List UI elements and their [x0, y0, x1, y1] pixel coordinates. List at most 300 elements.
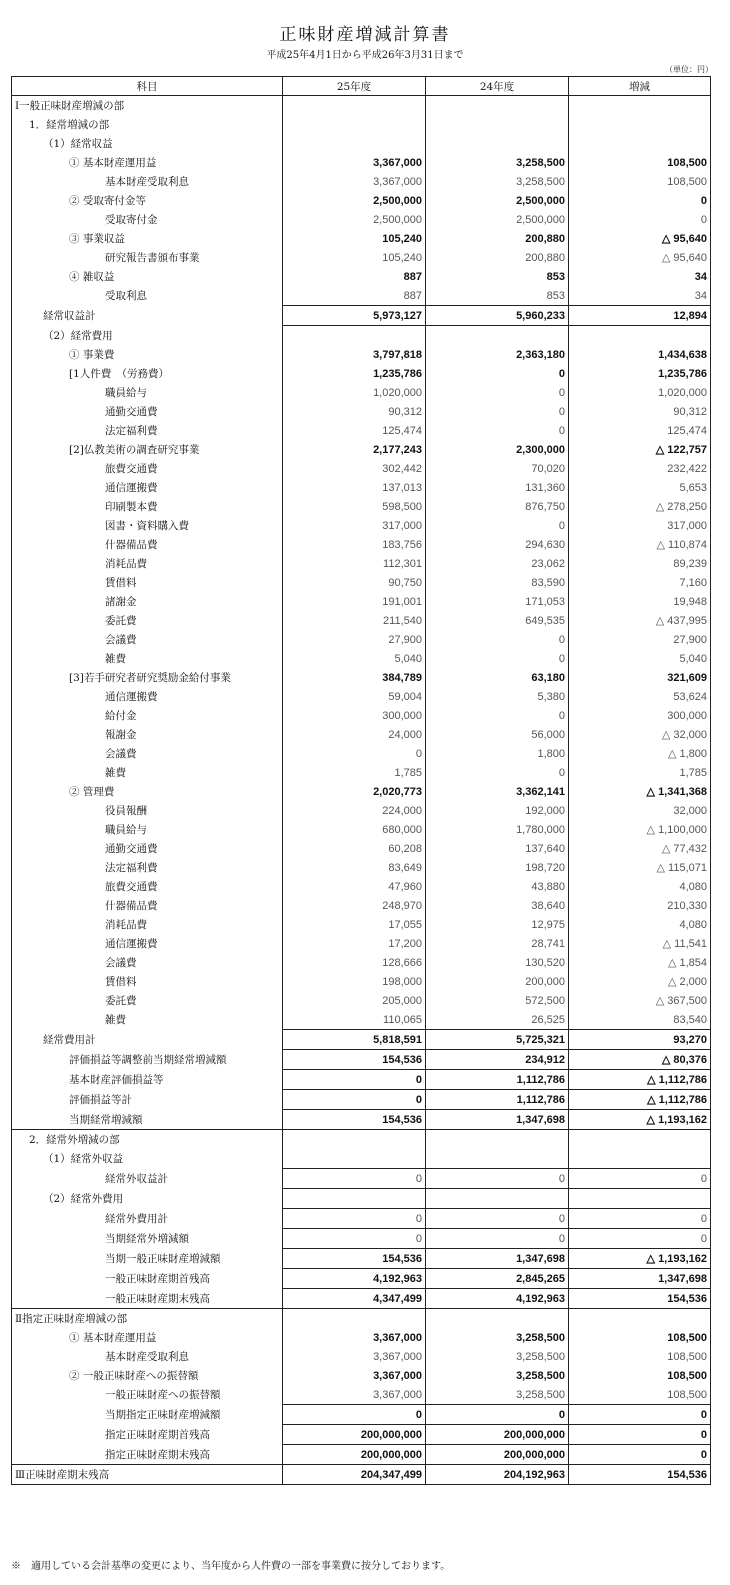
value-current-year: 198,000 — [283, 972, 426, 991]
value-current-year: 1,235,786 — [283, 364, 426, 383]
table-row — [12, 858, 711, 877]
row-label: 職員給与 — [12, 383, 283, 402]
value-current-year: 680,000 — [283, 820, 426, 839]
value-current-year: 300,000 — [283, 706, 426, 725]
row-label: ③ 事業収益 — [12, 229, 283, 248]
table-row — [12, 478, 711, 497]
value-current-year: 3,367,000 — [283, 153, 426, 172]
row-label: 図書・資料購入費 — [12, 516, 283, 535]
value-change: 90,312 — [569, 402, 711, 421]
value-previous-year: 0 — [426, 706, 569, 725]
value-current-year: 191,001 — [283, 592, 426, 611]
table-row — [12, 1366, 711, 1385]
value-change: △ 115,071 — [569, 858, 711, 877]
table-row — [12, 763, 711, 782]
row-label: 報謝金 — [12, 725, 283, 744]
value-current-year: 154,536 — [283, 1249, 426, 1269]
table-row — [12, 820, 711, 839]
row-label: 経常外費用計 — [12, 1209, 283, 1229]
table-row — [12, 801, 711, 820]
value-change — [569, 326, 711, 346]
value-current-year: 17,055 — [283, 915, 426, 934]
value-current-year: 112,301 — [283, 554, 426, 573]
value-previous-year: 0 — [426, 1229, 569, 1249]
value-current-year — [283, 115, 426, 134]
value-change: 232,422 — [569, 459, 711, 478]
table-row — [12, 497, 711, 516]
value-current-year: 3,367,000 — [283, 172, 426, 191]
row-label: 法定福利費 — [12, 858, 283, 877]
value-change: △ 1,112,786 — [569, 1070, 711, 1090]
table-row — [12, 1385, 711, 1405]
row-label: 委託費 — [12, 611, 283, 630]
row-label: 研究報告書頒布事業 — [12, 248, 283, 267]
value-previous-year: 0 — [426, 649, 569, 668]
row-label: ④ 雑収益 — [12, 267, 283, 286]
value-change: 5,653 — [569, 478, 711, 497]
value-change: 7,160 — [569, 573, 711, 592]
row-label: 会議費 — [12, 744, 283, 763]
row-label: 会議費 — [12, 630, 283, 649]
value-previous-year — [426, 1189, 569, 1209]
value-change: △ 1,112,786 — [569, 1090, 711, 1110]
value-previous-year: 1,347,698 — [426, 1110, 569, 1130]
value-previous-year: 3,258,500 — [426, 153, 569, 172]
value-current-year: 0 — [283, 1070, 426, 1090]
value-previous-year: 649,535 — [426, 611, 569, 630]
value-previous-year: 200,000,000 — [426, 1425, 569, 1445]
value-change: △ 2,000 — [569, 972, 711, 991]
table-row — [12, 896, 711, 915]
value-change: 1,235,786 — [569, 364, 711, 383]
row-label: 基本財産受取利息 — [12, 172, 283, 191]
statement-title: 正味財産増減計算書 — [279, 25, 451, 45]
row-label: 一般正味財産への振替額 — [12, 1385, 283, 1405]
value-previous-year: 83,590 — [426, 573, 569, 592]
value-change — [569, 1189, 711, 1209]
row-label: 基本財産評価損益等 — [12, 1070, 283, 1090]
value-change: 108,500 — [569, 153, 711, 172]
value-current-year: 3,367,000 — [283, 1366, 426, 1385]
row-label: [2]仏教美術の調査研究事業 — [12, 440, 283, 459]
value-current-year: 1,785 — [283, 763, 426, 782]
value-current-year: 154,536 — [283, 1050, 426, 1070]
row-label: 2．経常外増減の部 — [12, 1130, 283, 1150]
value-change: 0 — [569, 1425, 711, 1445]
value-change: 0 — [569, 1209, 711, 1229]
row-label: 会議費 — [12, 953, 283, 972]
value-previous-year: 38,640 — [426, 896, 569, 915]
header-account: 科目 — [12, 77, 283, 96]
value-change: △ 32,000 — [569, 725, 711, 744]
value-current-year: 83,649 — [283, 858, 426, 877]
table-row — [12, 1289, 711, 1309]
value-change — [569, 134, 711, 153]
value-previous-year: 0 — [426, 630, 569, 649]
value-current-year: 90,312 — [283, 402, 426, 421]
value-current-year: 317,000 — [283, 516, 426, 535]
value-previous-year: 0 — [426, 1209, 569, 1229]
value-change: △ 110,874 — [569, 535, 711, 554]
value-previous-year: 26,525 — [426, 1010, 569, 1030]
value-previous-year: 2,363,180 — [426, 345, 569, 364]
row-label: 雑費 — [12, 649, 283, 668]
value-change: 4,080 — [569, 877, 711, 896]
value-current-year: 248,970 — [283, 896, 426, 915]
value-current-year: 4,347,499 — [283, 1289, 426, 1309]
value-previous-year: 853 — [426, 267, 569, 286]
value-previous-year — [426, 1149, 569, 1169]
value-change: 1,434,638 — [569, 345, 711, 364]
value-previous-year: 200,880 — [426, 248, 569, 267]
value-current-year — [283, 326, 426, 346]
value-change: 1,347,698 — [569, 1269, 711, 1289]
row-label: 評価損益等計 — [12, 1090, 283, 1110]
value-previous-year: 1,112,786 — [426, 1070, 569, 1090]
value-change: 210,330 — [569, 896, 711, 915]
row-label: 諸謝金 — [12, 592, 283, 611]
row-label: 通勤交通費 — [12, 402, 283, 421]
value-previous-year — [426, 96, 569, 116]
value-change: 5,040 — [569, 649, 711, 668]
table-row — [12, 1209, 711, 1229]
table-row — [12, 96, 711, 116]
value-previous-year: 1,800 — [426, 744, 569, 763]
value-previous-year: 200,000 — [426, 972, 569, 991]
table-row — [12, 364, 711, 383]
table-row — [12, 1050, 711, 1070]
value-current-year: 204,347,499 — [283, 1465, 426, 1485]
value-current-year: 5,040 — [283, 649, 426, 668]
table-row — [12, 1269, 711, 1289]
row-label: 経常外収益計 — [12, 1169, 283, 1189]
value-change: △ 278,250 — [569, 497, 711, 516]
row-label: 受取寄付金 — [12, 210, 283, 229]
value-previous-year: 131,360 — [426, 478, 569, 497]
value-current-year: 211,540 — [283, 611, 426, 630]
value-previous-year: 572,500 — [426, 991, 569, 1010]
value-change: 0 — [569, 1445, 711, 1465]
value-change: 154,536 — [569, 1289, 711, 1309]
value-previous-year: 137,640 — [426, 839, 569, 858]
table-row — [12, 172, 711, 191]
value-change: △ 80,376 — [569, 1050, 711, 1070]
row-label: 什器備品費 — [12, 535, 283, 554]
value-change: 93,270 — [569, 1030, 711, 1050]
value-current-year: 0 — [283, 1169, 426, 1189]
row-label: 消耗品費 — [12, 915, 283, 934]
value-previous-year: 43,880 — [426, 877, 569, 896]
statement-period: 平成25年4月1日から平成26年3月31日まで — [266, 50, 464, 61]
table-row — [12, 991, 711, 1010]
table-row — [12, 402, 711, 421]
value-change: △ 1,193,162 — [569, 1110, 711, 1130]
value-current-year: 1,020,000 — [283, 383, 426, 402]
value-previous-year — [426, 1309, 569, 1329]
row-label: 当期一般正味財産増減額 — [12, 1249, 283, 1269]
value-current-year: 3,367,000 — [283, 1385, 426, 1405]
table-row — [12, 210, 711, 229]
value-previous-year: 853 — [426, 286, 569, 306]
table-row — [12, 1445, 711, 1465]
unit-label: （単位：円） — [665, 65, 713, 74]
value-previous-year: 1,347,698 — [426, 1249, 569, 1269]
value-current-year: 3,797,818 — [283, 345, 426, 364]
value-change: 108,500 — [569, 1385, 711, 1405]
table-row — [12, 934, 711, 953]
value-change: 12,894 — [569, 306, 711, 326]
value-current-year: 887 — [283, 286, 426, 306]
value-change: △ 1,800 — [569, 744, 711, 763]
value-previous-year: 0 — [426, 1405, 569, 1425]
value-previous-year — [426, 115, 569, 134]
row-label: ① 事業費 — [12, 345, 283, 364]
value-current-year: 24,000 — [283, 725, 426, 744]
value-previous-year: 0 — [426, 383, 569, 402]
table-row — [12, 191, 711, 210]
value-current-year — [283, 96, 426, 116]
value-change — [569, 115, 711, 134]
value-previous-year: 70,020 — [426, 459, 569, 478]
row-label: 指定正味財産期末残高 — [12, 1445, 283, 1465]
table-row — [12, 915, 711, 934]
value-change: 108,500 — [569, 1328, 711, 1347]
value-previous-year: 3,258,500 — [426, 1385, 569, 1405]
value-current-year: 47,960 — [283, 877, 426, 896]
value-previous-year: 23,062 — [426, 554, 569, 573]
row-label: 法定福利費 — [12, 421, 283, 440]
value-previous-year: 5,380 — [426, 687, 569, 706]
value-current-year — [283, 1309, 426, 1329]
value-previous-year — [426, 1130, 569, 1150]
value-previous-year: 204,192,963 — [426, 1465, 569, 1485]
row-label: 通勤交通費 — [12, 839, 283, 858]
value-current-year: 110,065 — [283, 1010, 426, 1030]
table-row — [12, 1189, 711, 1209]
table-row — [12, 267, 711, 286]
row-label: （1）経常収益 — [12, 134, 283, 153]
row-label: ② 管理費 — [12, 782, 283, 801]
row-label: 賃借料 — [12, 972, 283, 991]
table-row — [12, 630, 711, 649]
value-change: 32,000 — [569, 801, 711, 820]
value-change: 317,000 — [569, 516, 711, 535]
value-previous-year: 3,258,500 — [426, 1366, 569, 1385]
row-label: 雑費 — [12, 1010, 283, 1030]
row-label: ② 一般正味財産への振替額 — [12, 1366, 283, 1385]
value-change: △ 122,757 — [569, 440, 711, 459]
value-change: 300,000 — [569, 706, 711, 725]
row-label: 評価損益等調整前当期経常増減額 — [12, 1050, 283, 1070]
row-label: 当期指定正味財産増減額 — [12, 1405, 283, 1425]
row-label: （2）経常費用 — [12, 326, 283, 346]
row-label: 一般正味財産期末残高 — [12, 1289, 283, 1309]
value-current-year: 4,192,963 — [283, 1269, 426, 1289]
header-row — [12, 77, 711, 96]
value-current-year: 90,750 — [283, 573, 426, 592]
row-label: Ⅲ正味財産期末残高 — [12, 1465, 283, 1485]
value-change: 0 — [569, 1169, 711, 1189]
value-change: 125,474 — [569, 421, 711, 440]
value-previous-year: 2,500,000 — [426, 210, 569, 229]
value-previous-year: 234,912 — [426, 1050, 569, 1070]
value-previous-year: 2,845,265 — [426, 1269, 569, 1289]
value-change: 154,536 — [569, 1465, 711, 1485]
table-row — [12, 1405, 711, 1425]
value-current-year: 137,013 — [283, 478, 426, 497]
value-previous-year: 28,741 — [426, 934, 569, 953]
value-previous-year: 200,000,000 — [426, 1445, 569, 1465]
value-previous-year: 198,720 — [426, 858, 569, 877]
value-current-year: 27,900 — [283, 630, 426, 649]
header-current-year: 25年度 — [283, 77, 426, 96]
table-row — [12, 1465, 711, 1485]
row-label: 経常費用計 — [12, 1030, 283, 1050]
value-current-year: 183,756 — [283, 535, 426, 554]
value-current-year: 302,442 — [283, 459, 426, 478]
value-current-year: 205,000 — [283, 991, 426, 1010]
footnote: ※ 適用している会計基準の変更により、当年度から人件費の一部を事業費に按分しております。 — [11, 1561, 451, 1572]
statement-table — [11, 76, 711, 1485]
value-current-year — [283, 1130, 426, 1150]
value-change: 0 — [569, 210, 711, 229]
table-row — [12, 573, 711, 592]
value-change: △ 1,341,368 — [569, 782, 711, 801]
value-current-year: 0 — [283, 744, 426, 763]
table-row — [12, 1010, 711, 1030]
table-row — [12, 554, 711, 573]
value-current-year: 384,789 — [283, 668, 426, 687]
value-previous-year: 3,258,500 — [426, 1347, 569, 1366]
value-previous-year: 0 — [426, 364, 569, 383]
value-current-year — [283, 134, 426, 153]
value-change: 34 — [569, 267, 711, 286]
value-current-year: 887 — [283, 267, 426, 286]
row-label: 什器備品費 — [12, 896, 283, 915]
row-label: 賃借料 — [12, 573, 283, 592]
table-row — [12, 516, 711, 535]
row-label: 一般正味財産期首残高 — [12, 1269, 283, 1289]
value-change: △ 1,854 — [569, 953, 711, 972]
table-row — [12, 229, 711, 248]
value-current-year: 5,973,127 — [283, 306, 426, 326]
value-change — [569, 1130, 711, 1150]
row-label: ② 受取寄付金等 — [12, 191, 283, 210]
value-change: 0 — [569, 1229, 711, 1249]
value-previous-year: 0 — [426, 421, 569, 440]
table-row — [12, 1309, 711, 1329]
value-change: △ 95,640 — [569, 248, 711, 267]
row-label: Ⅱ指定正味財産増減の部 — [12, 1309, 283, 1329]
value-previous-year: 56,000 — [426, 725, 569, 744]
value-change: 4,080 — [569, 915, 711, 934]
value-change: 108,500 — [569, 172, 711, 191]
row-label: 指定正味財産期首残高 — [12, 1425, 283, 1445]
table-row — [12, 1169, 711, 1189]
value-change: 19,948 — [569, 592, 711, 611]
value-change: △ 11,541 — [569, 934, 711, 953]
table-row — [12, 1149, 711, 1169]
row-label: 旅費交通費 — [12, 459, 283, 478]
row-label: 役員報酬 — [12, 801, 283, 820]
value-previous-year: 63,180 — [426, 668, 569, 687]
value-change: 321,609 — [569, 668, 711, 687]
table-row — [12, 725, 711, 744]
table-row — [12, 1130, 711, 1150]
value-previous-year — [426, 134, 569, 153]
table-row — [12, 248, 711, 267]
statement-body — [12, 96, 711, 1485]
row-label: [3]若手研究者研究奨励金給付事業 — [12, 668, 283, 687]
table-row — [12, 1328, 711, 1347]
table-row — [12, 687, 711, 706]
value-current-year: 5,818,591 — [283, 1030, 426, 1050]
table-row — [12, 134, 711, 153]
value-current-year: 3,367,000 — [283, 1347, 426, 1366]
value-previous-year: 12,975 — [426, 915, 569, 934]
row-label: Ⅰ一般正味財産増減の部 — [12, 96, 283, 116]
value-previous-year: 0 — [426, 402, 569, 421]
table-row — [12, 286, 711, 306]
value-previous-year — [426, 326, 569, 346]
value-change: △ 437,995 — [569, 611, 711, 630]
value-current-year: 0 — [283, 1090, 426, 1110]
table-row — [12, 345, 711, 364]
value-previous-year: 0 — [426, 763, 569, 782]
value-change: 1,785 — [569, 763, 711, 782]
table-row — [12, 383, 711, 402]
header-change: 増減 — [569, 77, 711, 96]
value-current-year: 2,500,000 — [283, 191, 426, 210]
value-change: 53,624 — [569, 687, 711, 706]
table-row — [12, 1110, 711, 1130]
row-label: 給付金 — [12, 706, 283, 725]
value-previous-year: 0 — [426, 1169, 569, 1189]
value-current-year: 200,000,000 — [283, 1425, 426, 1445]
value-previous-year: 5,725,321 — [426, 1030, 569, 1050]
value-previous-year: 2,300,000 — [426, 440, 569, 459]
table-row — [12, 459, 711, 478]
value-previous-year: 2,500,000 — [426, 191, 569, 210]
value-change: 27,900 — [569, 630, 711, 649]
value-current-year: 105,240 — [283, 229, 426, 248]
row-label: 消耗品費 — [12, 554, 283, 573]
value-change: 108,500 — [569, 1366, 711, 1385]
table-row — [12, 306, 711, 326]
value-previous-year: 294,630 — [426, 535, 569, 554]
value-current-year: 2,500,000 — [283, 210, 426, 229]
value-current-year: 105,240 — [283, 248, 426, 267]
value-change: △ 77,432 — [569, 839, 711, 858]
value-previous-year: 171,053 — [426, 592, 569, 611]
value-current-year — [283, 1189, 426, 1209]
value-previous-year: 3,362,141 — [426, 782, 569, 801]
table-row — [12, 592, 711, 611]
table-row — [12, 839, 711, 858]
table-row — [12, 1249, 711, 1269]
value-previous-year: 200,880 — [426, 229, 569, 248]
row-label: 当期経常外増減額 — [12, 1229, 283, 1249]
value-current-year: 154,536 — [283, 1110, 426, 1130]
row-label: （1）経常外収益 — [12, 1149, 283, 1169]
value-change — [569, 96, 711, 116]
table-row — [12, 877, 711, 896]
value-current-year: 17,200 — [283, 934, 426, 953]
row-label: [1人件費 （労務費） — [12, 364, 283, 383]
row-label: 経常収益計 — [12, 306, 283, 326]
row-label: ① 基本財産運用益 — [12, 153, 283, 172]
row-label: 旅費交通費 — [12, 877, 283, 896]
